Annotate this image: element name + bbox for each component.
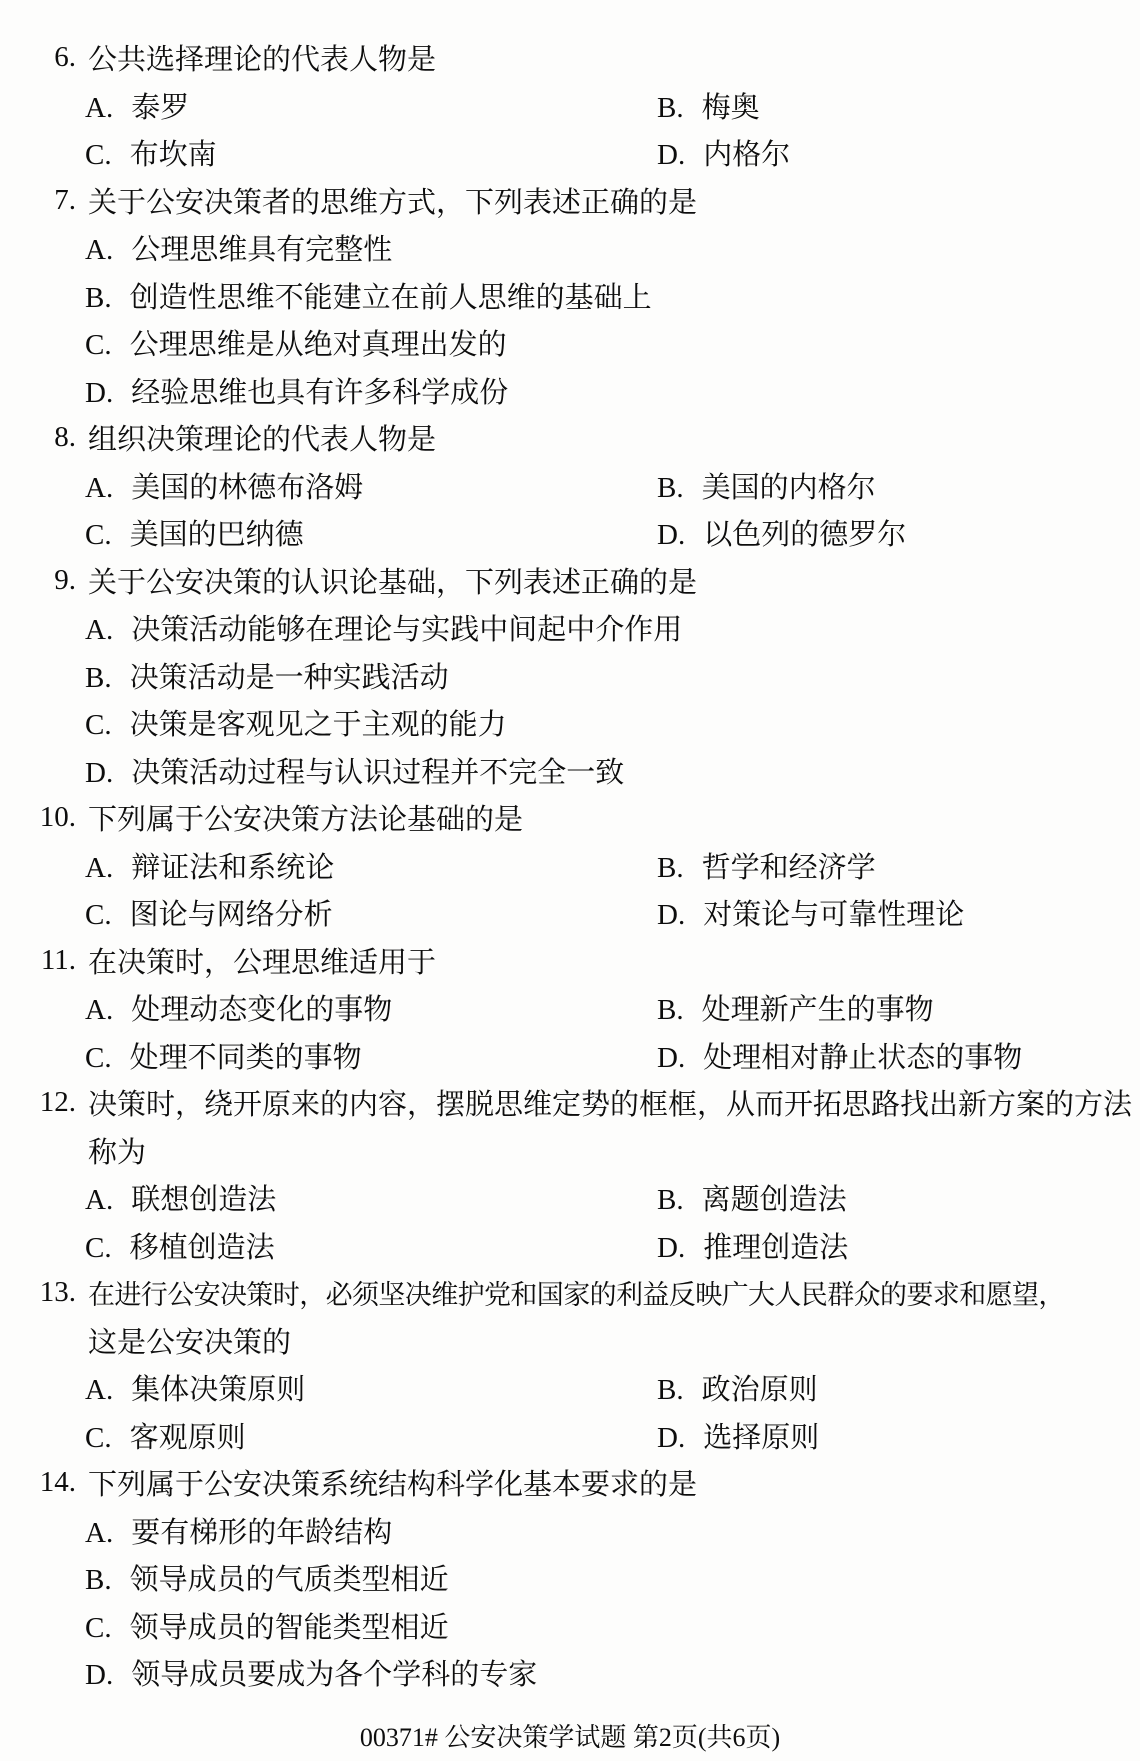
option-text: 处理不同类的事物: [129, 1041, 362, 1074]
question-text-continuation: 称为: [88, 1136, 147, 1169]
question-text: 在决策时，公理思维适用于: [88, 946, 437, 979]
option-text: 以色列的德罗尔: [703, 519, 907, 552]
question-text: 下列属于公安决策系统结构科学化基本要求的是: [88, 1469, 698, 1502]
option-a: [85, 607, 682, 648]
option-label: A.: [85, 614, 114, 647]
footer-text: 00371# 公安决策学试题 第2页(共6页): [359, 1723, 781, 1752]
question-text: 在进行公安决策时，必须坚决维护党和国家的利益反映广大人民群众的要求和愿望，: [88, 1280, 1065, 1311]
question-number: 8.: [54, 421, 76, 454]
question-title: [0, 414, 1140, 462]
option-text: 公理思维是从绝对真理出发的: [129, 329, 507, 362]
option-c: [85, 892, 657, 933]
option-label: C.: [85, 329, 112, 362]
option-d: [657, 1415, 819, 1456]
question-number: 12.: [39, 1086, 76, 1119]
option-label: A.: [85, 994, 114, 1027]
option-b: [85, 275, 652, 316]
option-text: 处理动态变化的事物: [131, 994, 393, 1027]
options-row: [0, 367, 1140, 415]
question-text: 公共选择理论的代表人物是: [88, 44, 437, 77]
option-text: 美国的巴纳德: [129, 519, 304, 552]
question-6: [0, 34, 1140, 177]
option-text: 联想创造法: [131, 1184, 277, 1217]
option-text: 领导成员的智能类型相近: [129, 1611, 449, 1644]
options-row: [0, 1222, 1140, 1270]
option-label: C.: [85, 139, 112, 172]
options-row: [0, 604, 1140, 652]
option-label: B.: [657, 1184, 684, 1217]
option-label: B.: [657, 851, 684, 884]
option-text: 决策活动过程与认识过程并不完全一致: [131, 756, 625, 789]
option-text: 布坎南: [129, 139, 217, 172]
options-row: [0, 82, 1140, 130]
question-text-continuation: 这是公安决策的: [88, 1326, 292, 1359]
question-title: [0, 557, 1140, 605]
option-d: [657, 892, 964, 933]
option-text: 辩证法和系统论: [131, 851, 335, 884]
option-label: C.: [85, 519, 112, 552]
option-c: [85, 1415, 657, 1456]
option-label: A.: [85, 1374, 114, 1407]
option-text: 客观原则: [129, 1421, 246, 1454]
option-label: C.: [85, 1041, 112, 1074]
question-title: [0, 34, 1140, 82]
option-text: 对策论与可靠性理论: [703, 899, 965, 932]
option-label: D.: [85, 376, 114, 409]
option-text: 决策活动能够在理论与实践中间起中介作用: [131, 614, 683, 647]
options-row: [0, 272, 1140, 320]
option-label: D.: [657, 519, 686, 552]
question-7: [0, 177, 1140, 415]
question-14: [0, 1459, 1140, 1697]
question-number: 7.: [54, 183, 76, 216]
options-row: [0, 1412, 1140, 1460]
option-d: [657, 132, 790, 173]
option-c: [85, 1035, 657, 1076]
question-text: 下列属于公安决策方法论基础的是: [88, 804, 524, 837]
option-text: 政治原则: [701, 1374, 818, 1407]
question-title: [0, 1079, 1140, 1127]
options-row: [0, 1649, 1140, 1697]
option-text: 决策是客观见之于主观的能力: [129, 709, 507, 742]
option-text: 美国的林德布洛姆: [131, 471, 364, 504]
option-b: [657, 85, 760, 126]
option-text: 决策活动是一种实践活动: [129, 661, 449, 694]
question-8: [0, 414, 1140, 557]
option-text: 经验思维也具有许多科学成份: [131, 376, 509, 409]
option-text: 要有梯形的年龄结构: [131, 1516, 393, 1549]
option-text: 内格尔: [703, 139, 791, 172]
option-label: A.: [85, 1184, 114, 1217]
option-b: [657, 987, 934, 1028]
question-text: 关于公安决策者的思维方式，下列表述正确的是: [88, 186, 698, 219]
option-label: D.: [657, 899, 686, 932]
option-a: [85, 227, 392, 268]
options-row: [0, 1507, 1140, 1555]
option-a: [85, 1510, 392, 1551]
options-row: [0, 129, 1140, 177]
option-d: [85, 750, 624, 791]
option-label: B.: [85, 281, 112, 314]
option-a: [85, 987, 657, 1028]
option-label: B.: [657, 994, 684, 1027]
option-label: C.: [85, 1231, 112, 1264]
question-number: 13.: [39, 1276, 76, 1309]
option-label: C.: [85, 709, 112, 742]
option-c: [85, 512, 657, 553]
option-b: [85, 655, 449, 696]
option-d: [85, 1652, 537, 1693]
question-text: 关于公安决策的认识论基础，下列表述正确的是: [88, 566, 698, 599]
option-a: [85, 85, 657, 126]
question-title: [0, 937, 1140, 985]
option-a: [85, 1177, 657, 1218]
option-text: 领导成员的气质类型相近: [129, 1564, 449, 1597]
option-text: 移植创造法: [129, 1231, 275, 1264]
option-c: [85, 702, 507, 743]
question-11: [0, 937, 1140, 1080]
question-number: 10.: [39, 801, 76, 834]
options-row: [0, 1602, 1140, 1650]
option-b: [657, 845, 876, 886]
options-row: [0, 652, 1140, 700]
option-d: [657, 512, 906, 553]
options-row: [0, 509, 1140, 557]
option-label: A.: [85, 1516, 114, 1549]
option-label: D.: [657, 139, 686, 172]
option-label: C.: [85, 1611, 112, 1644]
question-title: [0, 1459, 1140, 1507]
option-text: 公理思维具有完整性: [131, 234, 393, 267]
page-footer: [0, 1715, 1140, 1757]
question-10: [0, 794, 1140, 937]
option-text: 泰罗: [131, 91, 190, 124]
option-label: B.: [85, 661, 112, 694]
option-label: B.: [657, 91, 684, 124]
option-c: [85, 1605, 449, 1646]
question-9: [0, 557, 1140, 795]
options-row: [0, 1174, 1140, 1222]
option-label: D.: [657, 1231, 686, 1264]
option-label: A.: [85, 851, 114, 884]
option-text: 图论与网络分析: [129, 899, 333, 932]
option-a: [85, 1367, 657, 1408]
option-text: 选择原则: [703, 1421, 820, 1454]
options-row: [0, 1364, 1140, 1412]
option-a: [85, 845, 657, 886]
option-label: D.: [85, 756, 114, 789]
question-number: 9.: [54, 563, 76, 596]
option-text: 集体决策原则: [131, 1374, 306, 1407]
options-row: [0, 1554, 1140, 1602]
option-label: A.: [85, 91, 114, 124]
options-row: [0, 319, 1140, 367]
option-label: C.: [85, 1421, 112, 1454]
question-number: 14.: [39, 1466, 76, 1499]
question-number: 6.: [54, 41, 76, 74]
question-13: [0, 1269, 1140, 1459]
option-c: [85, 132, 657, 173]
option-c: [85, 322, 507, 363]
options-row: [0, 699, 1140, 747]
option-text: 处理新产生的事物: [701, 994, 934, 1027]
option-label: D.: [85, 1659, 114, 1692]
option-label: B.: [657, 1374, 684, 1407]
options-row: [0, 984, 1140, 1032]
question-number: 11.: [40, 943, 76, 976]
option-label: D.: [657, 1421, 686, 1454]
option-label: A.: [85, 471, 114, 504]
options-row: [0, 747, 1140, 795]
options-row: [0, 889, 1140, 937]
option-d: [657, 1225, 848, 1266]
option-b: [85, 1557, 449, 1598]
question-text: 组织决策理论的代表人物是: [88, 424, 437, 457]
option-b: [657, 1367, 818, 1408]
option-text: 离题创造法: [701, 1184, 847, 1217]
option-label: C.: [85, 899, 112, 932]
options-row: [0, 1032, 1140, 1080]
option-text: 梅奥: [701, 91, 760, 124]
options-row: [0, 842, 1140, 890]
option-d: [657, 1035, 1022, 1076]
question-title: [0, 1269, 1140, 1317]
option-text: 推理创造法: [703, 1231, 849, 1264]
question-title: [0, 794, 1140, 842]
option-b: [657, 465, 876, 506]
option-d: [85, 370, 508, 411]
option-text: 创造性思维不能建立在前人思维的基础上: [129, 281, 652, 314]
option-text: 美国的内格尔: [701, 471, 876, 504]
option-c: [85, 1225, 657, 1266]
option-label: B.: [85, 1564, 112, 1597]
option-a: [85, 465, 657, 506]
options-row: [0, 462, 1140, 510]
question-12: [0, 1079, 1140, 1269]
options-row: [0, 224, 1140, 272]
option-text: 领导成员要成为各个学科的专家: [131, 1659, 538, 1692]
option-label: B.: [657, 471, 684, 504]
question-text: 决策时，绕开原来的内容，摆脱思维定势的框框，从而开拓思路找出新方案的方法: [88, 1089, 1133, 1122]
option-text: 处理相对静止状态的事物: [703, 1041, 1023, 1074]
option-b: [657, 1177, 847, 1218]
option-text: 哲学和经济学: [701, 851, 876, 884]
option-label: A.: [85, 234, 114, 267]
option-label: D.: [657, 1041, 686, 1074]
question-title: [0, 177, 1140, 225]
